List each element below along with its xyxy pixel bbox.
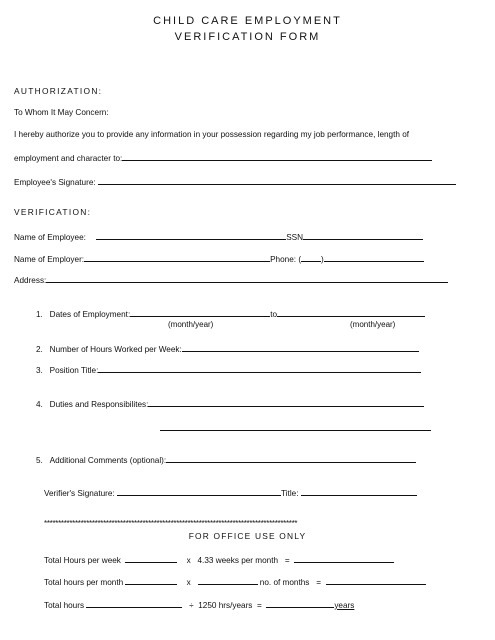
row3-equals: = <box>256 601 262 610</box>
office-divider: ****************************************************************************************** <box>44 519 298 528</box>
hours-per-week-label: Total Hours per week <box>44 556 121 565</box>
duties-row <box>36 397 424 410</box>
position-row <box>36 363 421 376</box>
employment-character-row <box>14 151 432 164</box>
address-field[interactable] <box>46 273 448 283</box>
months-field[interactable] <box>198 575 258 585</box>
authorization-statement: I hereby authorize you to provide any information in your possession regarding my job performance, length of <box>14 130 410 139</box>
verifier-signature-field[interactable] <box>117 486 281 496</box>
years-result-field[interactable] <box>266 598 334 608</box>
office-row-1 <box>44 553 394 566</box>
row3-operator: ÷ <box>189 601 194 610</box>
hours-per-month-field[interactable] <box>125 575 177 585</box>
dates-row <box>36 307 425 320</box>
duties-field-line2[interactable] <box>160 421 431 431</box>
phone-close-paren: ) <box>321 255 324 264</box>
hours-per-month-label: Total hours per month <box>44 578 124 587</box>
employer-name-label: Name of Employer: <box>14 255 85 264</box>
row1-factor: 4.33 weeks per month <box>197 556 279 565</box>
total-hours-field[interactable] <box>86 598 182 608</box>
form-title-line1: CHILD CARE EMPLOYMENT <box>153 15 342 27</box>
dates-from-field[interactable] <box>130 307 270 317</box>
office-row-2 <box>44 575 426 588</box>
employment-character-label: employment and character to: <box>14 154 123 163</box>
item-1-number: 1. <box>36 310 43 319</box>
verifier-title-field[interactable] <box>301 486 417 496</box>
address-row <box>14 273 448 286</box>
recipient-field[interactable] <box>122 151 432 161</box>
employee-name-row <box>14 230 423 243</box>
phone-number-field[interactable] <box>324 252 424 262</box>
address-label: Address: <box>14 276 47 285</box>
hours-row <box>36 342 419 355</box>
total-hours-label: Total hours <box>44 601 85 610</box>
duties-continuation <box>160 421 431 434</box>
authorization-heading: AUTHORIZATION: <box>14 86 103 96</box>
verifier-title-label: Title: <box>281 489 299 498</box>
ssn-field[interactable] <box>303 230 423 240</box>
phone-area-code-field[interactable] <box>301 252 321 262</box>
item-5-number: 5. <box>36 456 43 465</box>
employer-name-field[interactable] <box>84 252 270 262</box>
form-title-line2: VERIFICATION FORM <box>174 31 321 43</box>
position-field[interactable] <box>98 363 421 373</box>
item-4-number: 4. <box>36 400 43 409</box>
employee-name-label: Name of Employee: <box>14 233 86 242</box>
comments-row <box>36 453 416 466</box>
dates-to-hint: (month/year) <box>350 320 396 329</box>
dates-to-label: to <box>270 310 278 319</box>
row1-result-field[interactable] <box>294 553 394 563</box>
dates-label: Dates of Employment: <box>49 310 131 319</box>
dates-to-field[interactable] <box>277 307 425 317</box>
verifier-row <box>44 486 417 499</box>
comments-field[interactable] <box>166 453 416 463</box>
employee-signature-row <box>14 175 456 188</box>
hours-field[interactable] <box>182 342 419 352</box>
row1-operator: x <box>186 556 191 565</box>
office-use-heading: FOR OFFICE USE ONLY <box>188 531 307 541</box>
employee-signature-field[interactable] <box>98 175 456 185</box>
position-label: Position Title: <box>49 366 99 375</box>
employer-name-row <box>14 252 424 265</box>
duties-label: Duties and Responsibilites: <box>49 400 149 409</box>
phone-open-paren: ( <box>298 255 302 264</box>
salutation: To Whom It May Concern: <box>14 108 109 117</box>
employee-signature-label: Employee's Signature: <box>14 178 96 187</box>
item-3-number: 3. <box>36 366 43 375</box>
ssn-label: SSN <box>286 233 304 242</box>
row3-factor: 1250 hrs/years <box>198 601 253 610</box>
employee-name-field[interactable] <box>96 230 286 240</box>
phone-label: Phone: <box>270 255 297 264</box>
years-unit: years <box>334 601 355 610</box>
hours-per-week-field[interactable] <box>125 553 177 563</box>
row2-operator: x <box>186 578 191 587</box>
comments-label: Additional Comments (optional): <box>49 456 167 465</box>
row2-result-field[interactable] <box>326 575 426 585</box>
dates-from-hint: (month/year) <box>168 320 214 329</box>
office-row-3 <box>44 598 354 611</box>
verifier-signature-label: Verifier's Signature: <box>44 489 115 498</box>
hours-label: Number of Hours Worked per Week: <box>49 345 182 354</box>
row1-equals: = <box>284 556 290 565</box>
item-2-number: 2. <box>36 345 43 354</box>
row2-factor: no. of months <box>259 578 310 587</box>
row2-equals: = <box>316 578 322 587</box>
verification-heading: VERIFICATION: <box>14 207 92 217</box>
duties-field-line1[interactable] <box>148 397 424 407</box>
